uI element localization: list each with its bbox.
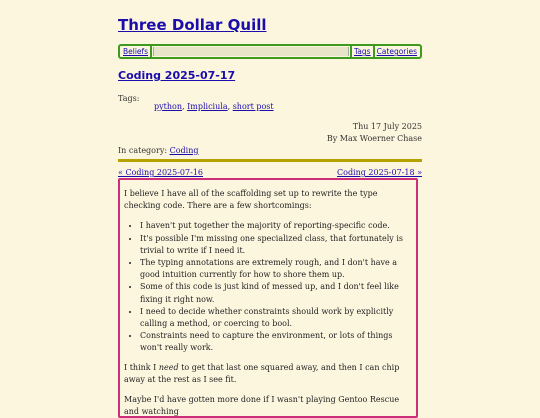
- prev-post-link[interactable]: « Coding 2025-07-16: [118, 168, 203, 177]
- post-paragraph: I believe I have all of the scaffolding set up to rewrite the type checking code. There are a few shortcomings:: [124, 189, 378, 211]
- list-item: • Some of this code is just kind of messed up, and I don't feel like fixing it right now.: [140, 281, 412, 305]
- nav-separator: [150, 46, 152, 57]
- nav-spacer: [153, 47, 349, 56]
- shortcomings-list: [124, 220, 412, 354]
- divider: [118, 159, 422, 162]
- list-item: • The typing annotations are extremely rough, and I don't have a good intuition currently for how to shore them up.: [140, 257, 412, 281]
- post-paragraph: I think I need to get that last one squared away, and then I can chip away at the rest as I see fit.: [124, 362, 400, 384]
- post-paragraph: Maybe I'd have gotten more done if I wasn't playing Gentoo Rescue and watching: [124, 395, 400, 417]
- list-item: • I haven't put together the majority of reporting-specific code.: [140, 220, 412, 232]
- tag-link-impliciula[interactable]: Impliciula: [187, 102, 228, 111]
- site-title-link[interactable]: Three Dollar Quill: [118, 16, 267, 34]
- tags-label: Tags:: [118, 94, 140, 103]
- nav-categories-link[interactable]: Categories: [376, 47, 417, 56]
- tag-link-short-post[interactable]: short post: [232, 102, 274, 111]
- category-label: In category:: [118, 146, 168, 155]
- nav-tags-link[interactable]: Tags: [353, 47, 371, 56]
- post-body: [118, 178, 418, 418]
- tags-list: python, Impliciula, short post: [154, 102, 274, 111]
- post-category: [118, 145, 198, 157]
- post-title-link[interactable]: Coding 2025-07-17: [118, 69, 236, 82]
- post-date: Thu 17 July 2025: [352, 122, 422, 131]
- category-link[interactable]: Coding: [169, 146, 199, 155]
- post-byline: By Max Woerner Chase: [326, 134, 422, 143]
- tag-link-python[interactable]: python: [154, 102, 182, 111]
- emphasis: need: [158, 362, 179, 372]
- list-item: • It's possible I'm missing one specialized class, that fortunately is trivial to write if I need it.: [140, 233, 412, 257]
- nav-bar: [118, 44, 422, 59]
- list-item: • Constraints need to capture the environment, or lots of things won't really work.: [140, 330, 412, 354]
- nav-beliefs-link[interactable]: Beliefs: [123, 47, 149, 56]
- list-item: • I need to decide whether constraints should work by explicitly calling a method, or coercing to bool.: [140, 306, 412, 330]
- next-post-link[interactable]: Coding 2025-07-18 »: [337, 168, 422, 177]
